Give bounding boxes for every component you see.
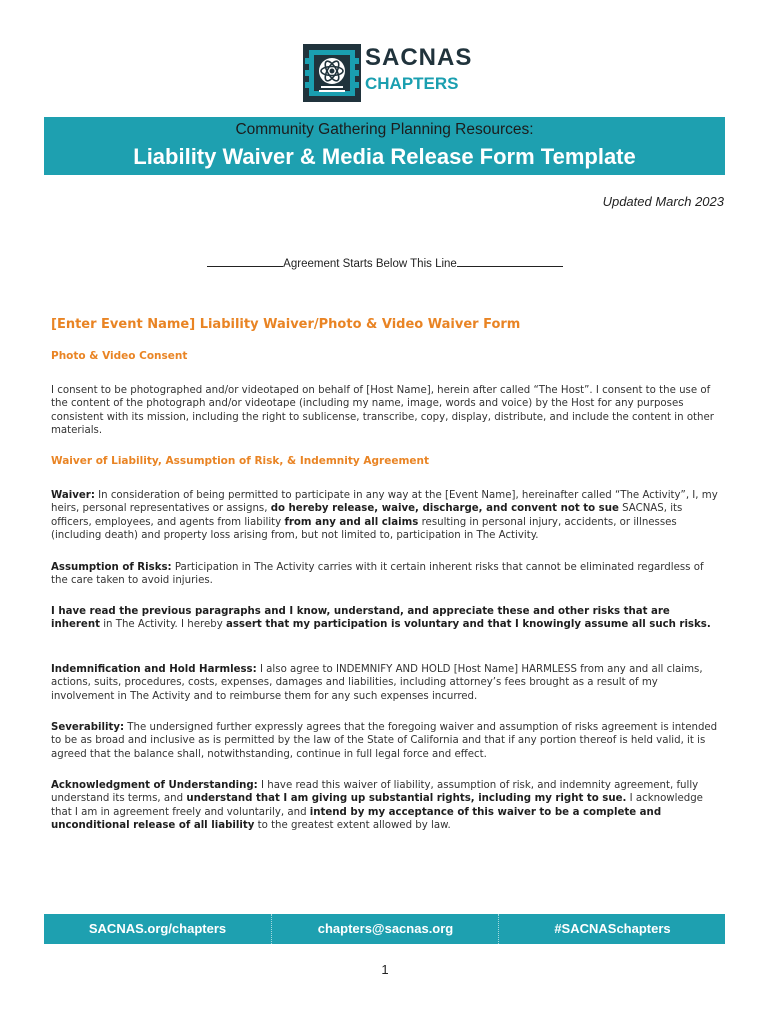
updated-date: Updated March 2023 [602,194,724,209]
severability-label: Severability: [51,722,125,733]
acknowledge-risks-bold-1: I have read the previous paragraphs and I know, understand, and appreciate these and other risks that are inherent [51,606,670,631]
indemnification-label: Indemnification and Hold Harmless: [51,664,257,675]
waiver-paragraph [51,489,721,543]
acknowledge-risks-text: in The Activity. I hereby [99,619,226,631]
photo-consent-paragraph: I consent to be photographed and/or videotaped on behalf of [Host Name], herein after called “The Host”. I consent to the use of the content of the photograph and/or videotape (including my name, image, words and voice) by the Host for any purposes consistent with its mission, including the right to sublicense, transcribe, copy, display, distribute, and include the content in other materials. [51,385,714,437]
indemnification-paragraph [51,663,721,703]
acknowledgment-label: Acknowledgment of Understanding: [51,780,258,791]
agreement-separator [0,258,770,270]
acknowledgment-text-3: to the greatest extent allowed by law. [254,820,451,832]
waiver-text-2: SACNAS, its officers, employees, and agents from liability [51,503,683,528]
assumption-label: Assumption of Risks: [51,562,172,573]
waiver-text-3: resulting in personal injury, accidents, or illnesses (including death) and property loss arising from, but not limited to, participation in The Activity. [51,516,677,542]
banner-subtitle: Community Gathering Planning Resources: [235,121,534,138]
acknowledgment-text-2: I acknowledge that I am in agreement freely and voluntarily, and [51,793,703,818]
severability-paragraph [51,721,721,761]
acknowledgment-bold-1: understand that I am giving up substantial rights, including my right to sue. [186,793,627,805]
severability-text: The undersigned further expressly agrees that the foregoing waiver and assumption of risks agreement is intended to be as broad and inclusive as is permitted by the law of the State of California and that if any portion thereof is held valid, it is agreed that the balance shall, notwithstanding, continue in full legal force and effect. [51,722,718,760]
form-title: [Enter Event Name] Liability Waiver/Photo & Video Waiver Form [51,317,521,332]
page-number: 1 [381,962,389,977]
indemnification-text: I also agree to INDEMNIFY AND HOLD [Host Name] HARMLESS from any and all claims, actions, suits, procedures, costs, expenses, damages and liabilities, including attorney’s fees brought as a result of my involvement in The Activity and to reimburse them for any such expenses incurred. [51,664,703,702]
acknowledge-risks-paragraph [51,605,721,632]
sacnas-chapters-logo [303,44,478,104]
logo-text-sacnas: SACNAS [365,44,473,71]
waiver-label: Waiver: [51,490,95,501]
acknowledge-risks-bold-2: assert that my participation is voluntary and that I knowingly assume all such risks. [225,619,711,631]
sacnas-logo-icon [303,44,361,102]
assumption-text: Participation in The Activity carries with it certain inherent risks that cannot be eliminated regardless of the care taken to avoid injuries. [51,562,704,587]
footer-bar [44,914,725,944]
footer-email-link[interactable]: chapters@sacnas.org [271,914,499,944]
logo-text-chapters: CHAPTERS [365,74,459,93]
banner-title: Liability Waiver & Media Release Form Template [133,144,636,169]
assumption-paragraph [51,561,721,588]
footer-hashtag: #SACNASchapters [498,914,726,944]
waiver-section-heading: Waiver of Liability, Assumption of Risk, & Indemnity Agreement [51,455,430,467]
acknowledgment-bold-2: intend by my acceptance of this waiver to be a complete and unconditional release of all liability [51,806,662,832]
waiver-bold-2: from any and all claims [284,516,419,528]
photo-consent-heading: Photo & Video Consent [51,350,188,362]
separator-rule-right [457,266,563,267]
title-banner [44,117,725,175]
acknowledgment-paragraph [51,779,721,833]
waiver-bold-1: do hereby release, waive, discharge, and convent not to sue [270,503,619,515]
waiver-text-1: In consideration of being permitted to participate in any way at the [Event Name], hereinafter called “The Activity”, I, my heirs, personal representatives or assigns, [51,490,718,515]
footer-website-link[interactable]: SACNAS.org/chapters [88,921,227,936]
acknowledgment-text-1: I have read this waiver of liability, assumption of risk, and indemnity agreement, fully understand its terms, and [51,780,699,805]
separator-rule-left [207,266,283,267]
agreement-separator-label: Agreement Starts Below This Line [283,258,457,270]
